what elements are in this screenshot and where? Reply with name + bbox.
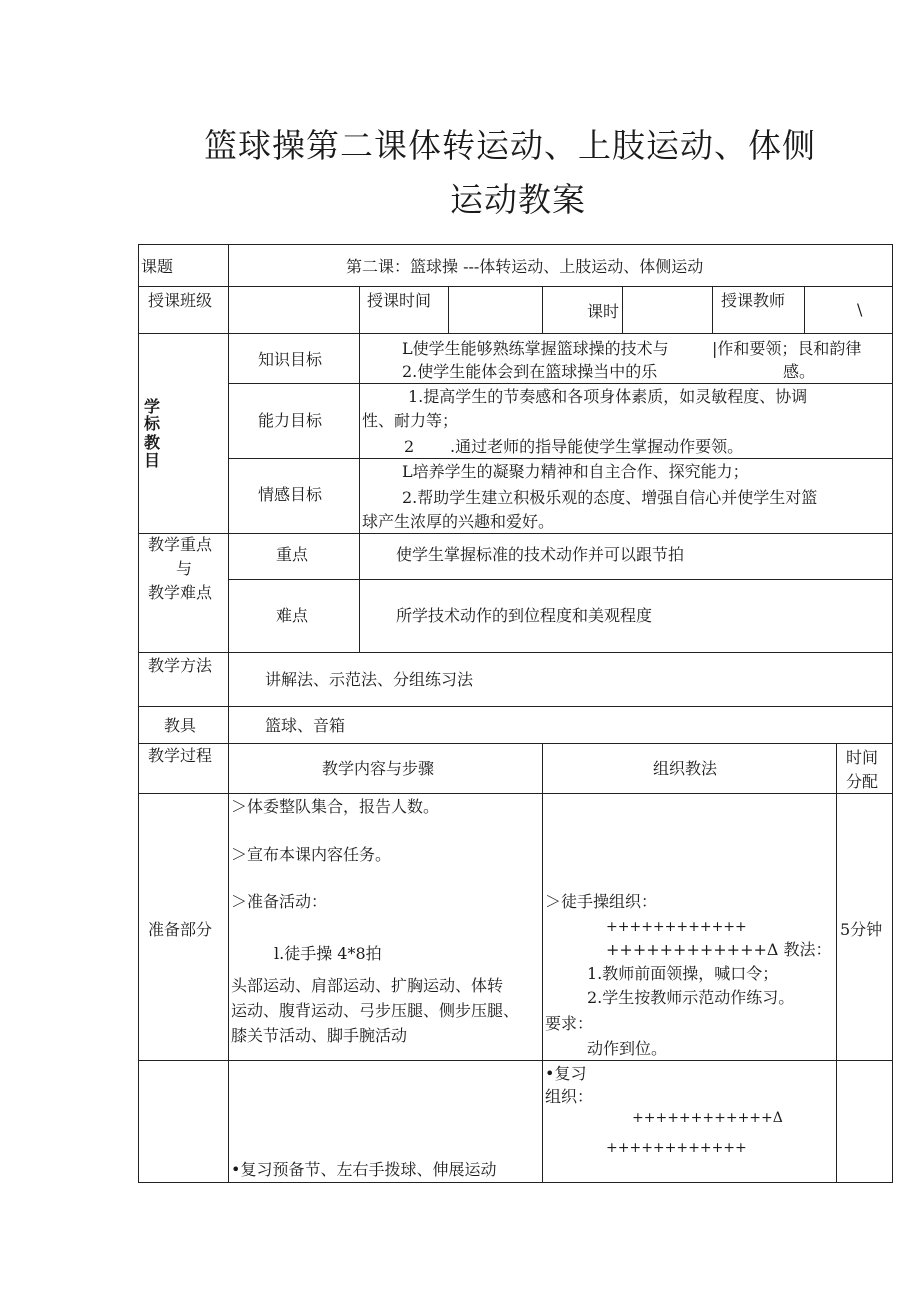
content-header: 教学内容与步骤 — [322, 759, 435, 778]
prep-content-item-3: ＞准备活动： — [231, 892, 328, 911]
document-title-line-2: 运动教案 — [450, 180, 586, 219]
review-content: •复习预备节、左右手拨球、伸展运动 — [231, 1160, 497, 1179]
teacher-label: 授课教师 — [721, 291, 786, 310]
ability-objective-label: 能力目标 — [258, 411, 323, 430]
topic-value: 第二课：篮球操 ---体转运动、上肢运动、体侧运动 — [346, 257, 704, 276]
ability-line-3-num: 2 — [404, 437, 415, 456]
knowledge-objective-label: 知识目标 — [258, 350, 323, 369]
emotion-line-3: 球产生浓厚的兴趣和爱好。 — [362, 512, 555, 531]
method-value: 讲解法、示范法、分组练习法 — [265, 670, 474, 689]
objectives-label-1: 学 — [144, 397, 161, 416]
prep-content-item-2: ＞宣布本课内容任务。 — [231, 845, 392, 864]
knowledge-line-1a: L使学生能够熟练掌握篮球操的技术与 — [402, 339, 669, 358]
key-value: 使学生掌握标准的技术动作并可以跟节拍 — [396, 545, 685, 564]
keypoints-label-line-1: 教学重点 — [148, 535, 213, 554]
method-label: 教学方法 — [148, 656, 213, 675]
prep-content-item-5-line-3: 膝关节活动、脚手腕活动 — [231, 1026, 408, 1045]
keypoints-label-line-3: 教学难点 — [148, 583, 213, 602]
difficulty-value: 所学技术动作的到位程度和美观程度 — [396, 606, 653, 625]
prep-org-line-3: ++++++++++++Δ 教法： — [606, 940, 832, 959]
document-title-line-1: 篮球操第二课体转运动、上肢运动、体侧 — [204, 126, 816, 165]
prep-content-item-5-line-1: 头部运动、肩部运动、扩胸运动、体转 — [231, 976, 504, 995]
topic-label: 课题 — [141, 257, 174, 276]
prep-org-line-7: 动作到位。 — [587, 1039, 668, 1058]
emotion-line-1: L培养学生的凝聚力精神和自主合作、探究能力； — [402, 462, 749, 481]
equipment-label: 教具 — [164, 716, 197, 735]
time-label: 授课时间 — [367, 291, 432, 310]
prep-org-line-1: ＞徒手操组织： — [545, 892, 658, 911]
objectives-label-4: 目 — [144, 451, 161, 470]
difficulty-label: 难点 — [276, 606, 309, 625]
equipment-value: 篮球、音箱 — [265, 716, 346, 735]
prep-content-item-4: l.徒手操 4*8拍 — [274, 944, 382, 963]
teacher-value: \ — [857, 300, 863, 319]
knowledge-line-2b: 感。 — [783, 362, 816, 381]
knowledge-line-2a: 2.使学生能体会到在篮球操当中的乐 — [402, 362, 658, 381]
ability-line-3: .通过老师的指导能使学生掌握动作要领。 — [450, 437, 744, 456]
emotion-line-2: 2.帮助学生建立积极乐观的态度、增强自信心并使学生对篮 — [402, 488, 818, 507]
review-org-line-4: ++++++++++++ — [606, 1140, 747, 1156]
knowledge-line-1b: |作和要领；艮和韵律 — [712, 339, 862, 358]
objectives-label-3: 教 — [144, 433, 161, 452]
prep-org-line-5: 2.学生按教师示范动作练习。 — [587, 988, 795, 1007]
prep-content-item-1: ＞体委整队集合，报告人数。 — [231, 797, 440, 816]
review-org-line-1: •复习 — [545, 1064, 587, 1083]
review-org-line-3: ++++++++++++Δ — [632, 1110, 783, 1126]
review-org-line-2: 组织： — [545, 1087, 594, 1106]
keypoints-label-line-2: 与 — [176, 559, 193, 578]
period-label: 课时 — [587, 302, 620, 321]
objectives-label-2: 标 — [144, 414, 161, 433]
prep-org-line-6: 要求： — [545, 1014, 594, 1033]
time-header-line-2: 分配 — [846, 772, 879, 791]
process-label: 教学过程 — [148, 746, 213, 765]
time-header-line-1: 时间 — [846, 748, 879, 767]
org-header: 组织教法 — [653, 759, 718, 778]
ability-line-2: 性、耐力等； — [362, 411, 459, 430]
prep-label: 准备部分 — [148, 920, 213, 939]
prep-org-line-4: 1.教师前面领操，喊口令； — [587, 964, 779, 983]
prep-org-line-2: ++++++++++++ — [606, 919, 747, 935]
prep-time: 5分钟 — [840, 920, 883, 939]
prep-content-item-5-line-2: 运动、腹背运动、弓步压腿、侧步压腿、 — [231, 1001, 520, 1020]
class-label: 授课班级 — [148, 291, 213, 310]
ability-line-1: 1.提高学生的节奏感和各项身体素质，如灵敏程度、协调 — [408, 387, 808, 406]
key-label: 重点 — [276, 545, 309, 564]
emotion-objective-label: 情感目标 — [258, 485, 323, 504]
